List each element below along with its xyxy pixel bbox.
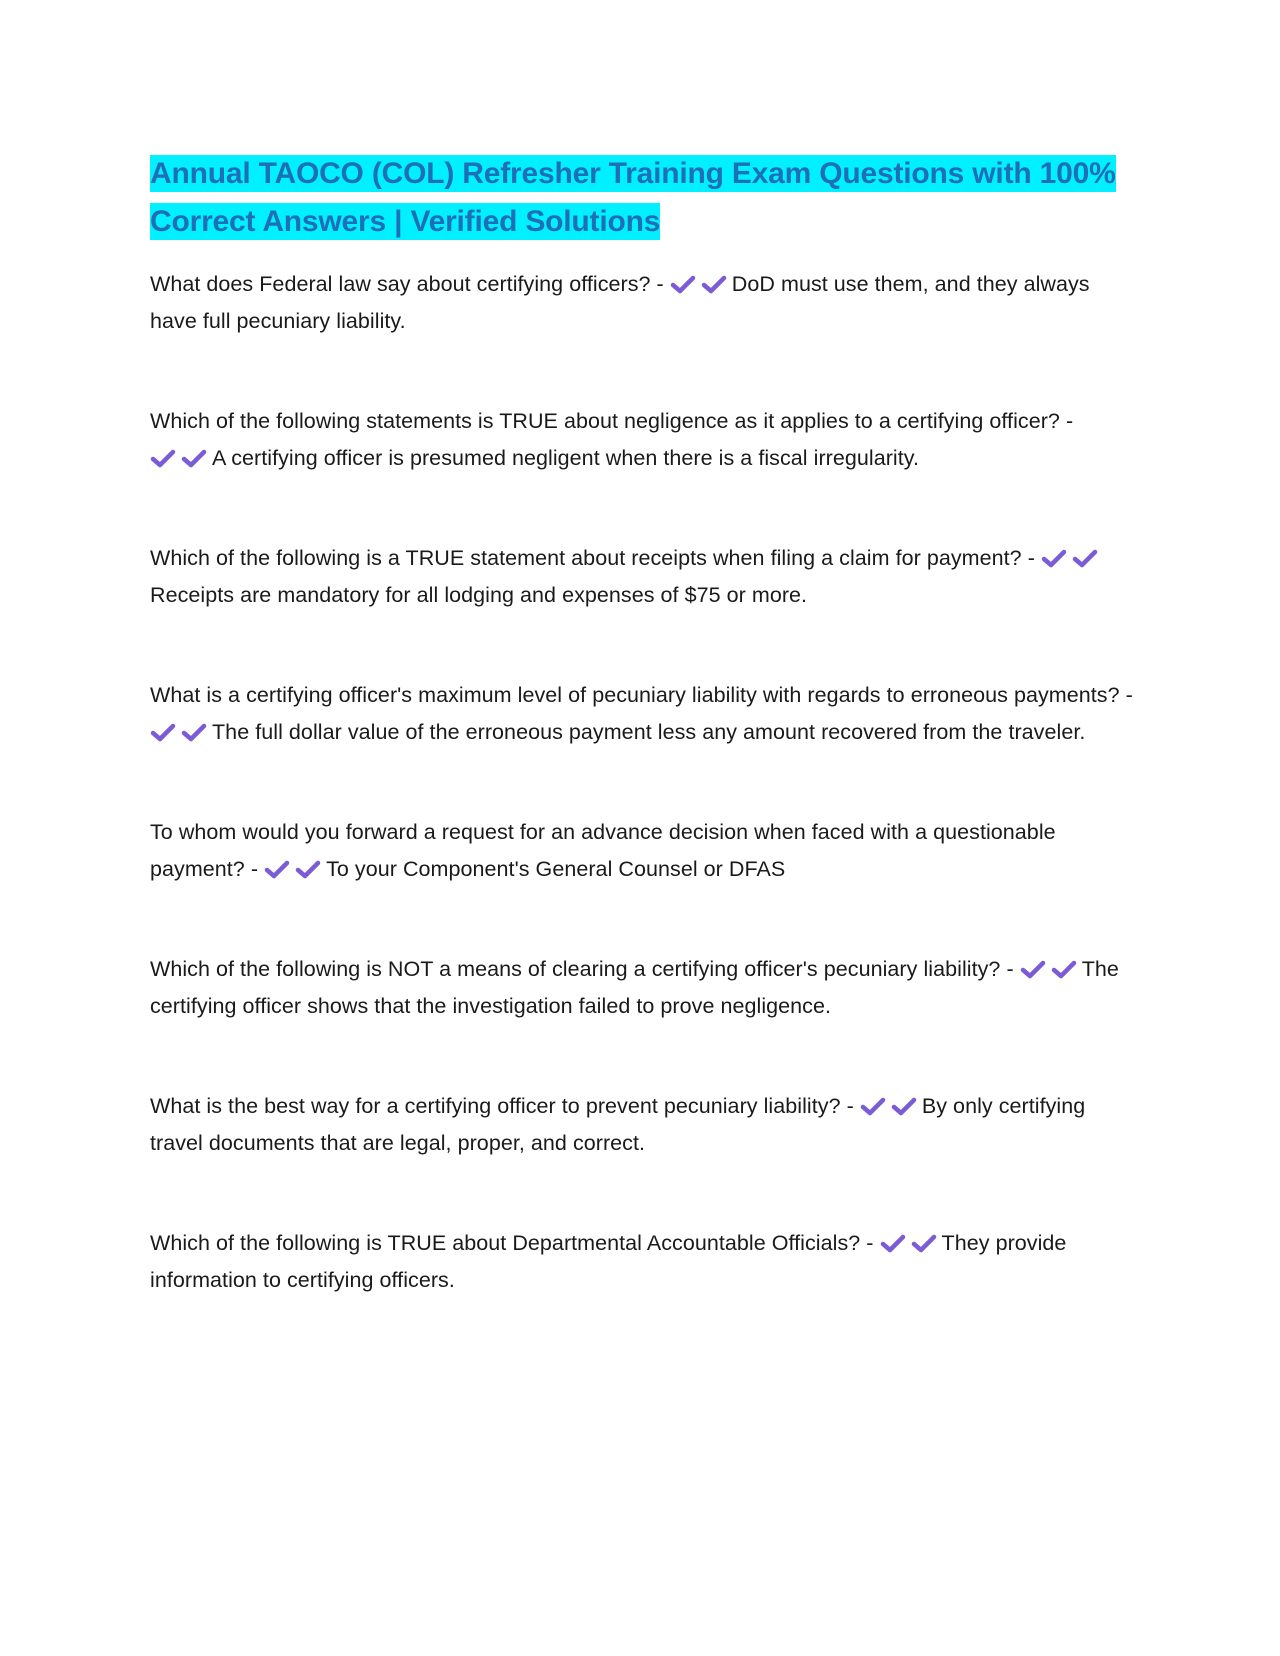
qa-item (150, 540, 1140, 614)
question-text: Which of the following is NOT a means of clearing a certifying officer's pecuniary liability? - (150, 957, 1014, 981)
checkmark-icon (911, 1234, 937, 1253)
checkmark-icon (181, 449, 207, 468)
question-text: Which of the following statements is TRUE about negligence as it applies to a certifying officer? - (150, 409, 1074, 433)
question-text: What does Federal law say about certifying officers? - (150, 272, 664, 296)
answer-text: They provide information to certifying officers. (150, 1231, 1067, 1292)
checkmark-icon (1072, 549, 1098, 568)
answer-text: The full dollar value of the erroneous payment less any amount recovered from the traveler. (212, 720, 1086, 744)
answer-text: A certifying officer is presumed negligent when there is a fiscal irregularity. (212, 446, 920, 470)
check-marks (1041, 546, 1103, 570)
check-marks (264, 857, 326, 881)
question-text: Which of the following is TRUE about Departmental Accountable Officials? - (150, 1231, 874, 1255)
check-marks (860, 1094, 922, 1118)
answer-text: DoD must use them, and they always have full pecuniary liability. (150, 272, 1090, 333)
qa-item (150, 951, 1140, 1025)
title-highlight: Annual TAOCO (COL) Refresher Training Exam Questions with 100% Correct Answers | Verified Solutions (150, 157, 1116, 238)
question-text: To whom would you forward a request for an advance decision when faced with a questionable payment? - (150, 820, 1056, 881)
answer-text: To your Component's General Counsel or DFAS (326, 857, 786, 881)
checkmark-icon (150, 449, 176, 468)
checkmark-icon (1041, 549, 1067, 568)
checkmark-icon (891, 1097, 917, 1116)
document-page (150, 150, 1140, 1362)
checkmark-icon (295, 860, 321, 879)
qa-item (150, 677, 1140, 751)
qa-item (150, 814, 1140, 888)
checkmark-icon (264, 860, 290, 879)
checkmark-icon (181, 723, 207, 742)
checkmark-icon (1020, 960, 1046, 979)
check-marks (150, 720, 212, 744)
answer-text: The certifying officer shows that the investigation failed to prove negligence. (150, 957, 1119, 1018)
question-text: What is the best way for a certifying officer to prevent pecuniary liability? - (150, 1094, 854, 1118)
qa-item (150, 403, 1140, 477)
qa-item (150, 1088, 1140, 1162)
checkmark-icon (860, 1097, 886, 1116)
qa-item (150, 266, 1140, 340)
checkmark-icon (1051, 960, 1077, 979)
qa-item (150, 1225, 1140, 1299)
check-marks (150, 446, 212, 470)
checkmark-icon (880, 1234, 906, 1253)
checkmark-icon (701, 275, 727, 294)
question-text: Which of the following is a TRUE statement about receipts when filing a claim for payment? - (150, 546, 1035, 570)
document-title (150, 150, 1140, 246)
qa-list (150, 266, 1140, 1299)
check-marks (1020, 957, 1082, 981)
check-marks (670, 272, 732, 296)
answer-text: By only certifying travel documents that are legal, proper, and correct. (150, 1094, 1086, 1155)
question-text: What is a certifying officer's maximum level of pecuniary liability with regards to erroneous payments? - (150, 683, 1133, 707)
checkmark-icon (670, 275, 696, 294)
checkmark-icon (150, 723, 176, 742)
check-marks (880, 1231, 942, 1255)
answer-text: Receipts are mandatory for all lodging and expenses of $75 or more. (150, 583, 808, 607)
